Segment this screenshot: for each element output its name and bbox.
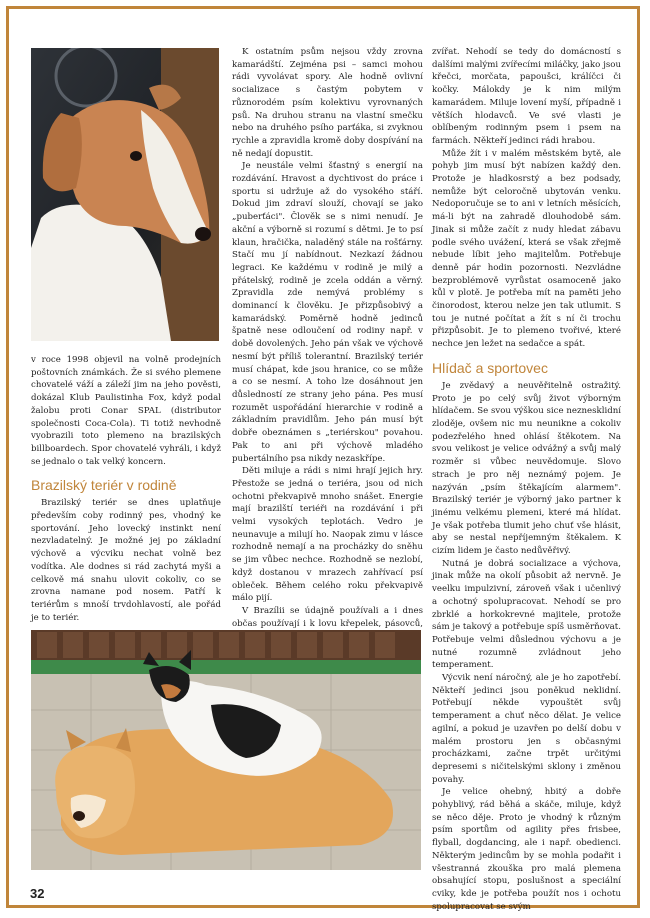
family-paragraph: Brazilský teriér se dnes uplatňuje především coby rodinný pes, vhodný ke sportování. Jeho lovecký instinkt není nezvladatelný. Je možné jej po základní výchově a výcviku nechat volně bez vodítka. Ale dodnes si rád zachytá myši a celkově má snahu ulovit cokoliv, co se zrovna namane pod nosem. Patří k teriérům s mnoší trvdohlavostí, ale pořád je to teriér. [31, 498, 221, 623]
right-paragraph: Může žít i v malém městském bytě, ale pohyb jim musí být nabízen každý den. Protože je hladkosrstý a bez podsady, nemůže být celoročně ubytován venku. Nedoporučuje se to ani v letních měsících, má-li být na zahradě dlouhodobě sám. Jinak si může začít z nudy hledat zábavu podle svého uvážení, která se však zřejmě nebude líbit jeho majitelům. Potřebuje denně pár hodin pozornosti. Nezvládne bezproblémově vyrůstat osamoceně jako kůl v plotě. Je potřeba mít na paměti jeho činorodost, kterou nelze jen tak utlumit. S tou je nutné počítat a žít s ní či trochu přizpůsobit. Je to plemeno tvořivé, které nechce jen ležet na sedačce a spát. [432, 148, 621, 350]
middle-column [232, 46, 423, 643]
dogs-resting-image [31, 630, 421, 870]
photo-terrier-portrait [31, 48, 219, 341]
left-column [31, 354, 221, 624]
photo-terrier-lying-on-akita [31, 630, 421, 870]
intro-paragraph: v roce 1998 objevil na volně prodejních poštovních známkách. Že si svého plemene chovatelé váží a záleží jim na jeho pověsti, dokázal Klub Paulistinha Fox, když podal žalobu proti Conar SPAL (distributor společnosti Coca-Cola). Ti totiž nevhodně vyobrazili toto plemeno na brazilských billboardech. Spor chovatelé vyhráli, i když se jednalo o tak velký koncern. [31, 355, 221, 467]
right-column [432, 46, 621, 913]
middle-paragraph: V Brazílii se údajně používali a i dnes občas používají i k lovu křepelek, pásovců, [232, 605, 423, 629]
right-paragraph: Je velice ohebný, hbitý a dobře pohyblivý, rád běhá a skáče, miluje, když se něco děje. Proto je vhodný k různým psím sportům od agility přes frisbee, flyball, dogdancing, ale i např. obedienci. Některým jedincům by se mohla podařit i všestranná zkouška pro malá plemena obsahující stopu, poslušnost a speciální cviky, kde je potřeba použít nos i ochotu spolupracovat se svým [432, 787, 621, 912]
heading-guard: Hlídač a sportovec [432, 359, 548, 376]
middle-paragraph: K ostatním psům nejsou vždy zrovna kamarádští. Zejména psi – samci mohou rádi vyvolávat spory. Ale hodně ovlivní socializace s častým pobytem v různorodém psím kolektivu vyrovnaných psů. Na druhou stranu na vlastní smečku nebo na druhého psího parťáka, si zvyknou rychle a zpravidla kromě doby dospívání na ně nedají dopustit. [232, 47, 423, 159]
right-paragraph: Výcvik není náročný, ale je ho zapotřebí. Někteří jedinci jsou poněkud neklidní. Potřebují někde vypouštět svůj temperament a chuť něco dělat. Je velice agilní, a pokud je uzavřen po delší dobu v malém prostoru jen s občasnými procházkami, začne trpět určitými depresemi s ničitelskými sklony i změnou povahy. [432, 673, 621, 785]
page-number: 32 [30, 886, 45, 901]
right-paragraph: Je zvědavý a neuvěřitelně ostražitý. Proto je po celý svůj život výborným hlídačem. Se svou výškou sice neznesklidní zloděje, ovšem nic mu neunikne a cokoliv podezřelého hned ohlásí štěkotem. Na svou velikost je velice odvážný a svůj malý rozměr si vůbec neuvědomuje. Slovo strach je pro něj neznámý pojem. Je nazýván „psím štěkajícím alarmem". Brazilský teriér je výborný jako partner k jinému velkému plemeni, které má hlídat. Je však potřeba tlumit jeho chuť vše hlásit, aby se nestal nepříjemným štěkalem. K cizím lidem je často nedůvěřivý. [432, 380, 621, 557]
right-paragraph: Nutná je dobrá socializace a výchova, jinak může na okolí působit až nervně. Je veelku impulzivní, zároveň však i učenlivý a ochotný spolupracovat. Nehodí se pro zbrklé a horkokrevné majitele, protože sám je takový a potřebuje spíš usměrňovat. Potřebuje velmi důslednou výchovu a je nutné rozumně zvládnout jeho temperament. [432, 558, 621, 671]
middle-paragraph: Děti miluje a rádi s nimi hrají jejich hry. Přestože se jedná o teriéra, jsou od nich ochotni překvapivě mnoho snášet. Energie mají brazilští teriéři na rozdávání i při velmi vysokých teplotách. Vedro je neunavuje a milují ho. Naopak zimu v lásce rozhodně nemají a na procházky do sněhu se jim vůbec nechce. Rozhodně se nezlobí, když dostanou v mrazech zahřívací psí obleček. Během celého roku překvapivě málo pijí. [232, 466, 423, 604]
middle-paragraph: Je neustále velmi šťastný s energií na rozdávání. Hravost a dychtivost do práce i sportu si udržuje až do vysokého stáří. Dokud jim zdraví slouží, chovají se jako „puberťáci". Člověk se s nimi nenudí. Je akční a výborně si rozumí s dětmi. Je to psí klaun, hračička, naladěný stále na rošťárny. Stačí mu jí nabídnout. Nezkazí žádnou legraci. Ke každému v rodině je milý a přátelský, rodině je zcela oddán a věrný. Zpravidla zde nemývá problémy s dominancí k člověku. Je přizpůsobivý a kamarádský. Poměrně hodně jedinců špatně nese odloučení od rodiny např. v době dovolených. Jeho pán však ve výchově nesmí být příliš tolerantní. Brazilský teriér musí chápat, kde jsou hranice, co se může a co se nesmí. A toho lze dosáhnout jen důsledností ze strany jeho pána. Pes musí rozumět uspořádání hierarchie v rodině a základním pravidlům. Jeho pán musí být dobře obeznámen s „teriérskou" povahou. Pak to ani při výchově mladého pubertálního psa nikdy nezaskřípe. [232, 161, 423, 464]
terrier-portrait-image [31, 48, 219, 341]
right-paragraph: zvířat. Nehodí se tedy do domácností s dalšími malými zvířecími miláčky, jako jsou křečci, morčata, papoušci, králíčci či kočky. Málokdy je k nim milým kamarádem. Miluje lovení myší, případně i větších hlodavců. Ve své vlasti je oblíbeným rodinným psem i psem na farmách. Někteří jedinci rádi hrabou. [432, 47, 621, 146]
heading-family: Brazilský teriér v rodině [31, 477, 177, 494]
